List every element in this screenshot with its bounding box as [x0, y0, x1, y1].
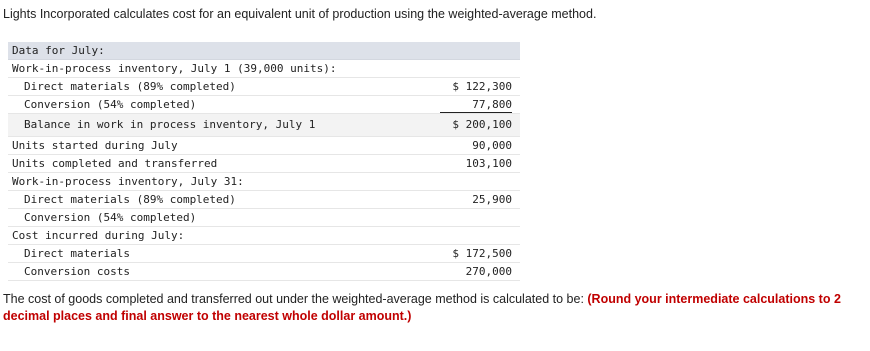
table-row [8, 209, 520, 227]
table-row [8, 173, 520, 191]
table-header: Data for July: [12, 44, 105, 57]
row-label: Balance in work in process inventory, July 1 [24, 118, 316, 131]
table-row [8, 227, 520, 245]
table-row [8, 155, 520, 173]
table-row [8, 60, 520, 78]
table-row-total [8, 114, 520, 137]
table-row [8, 263, 520, 281]
row-label: Direct materials [24, 247, 130, 260]
row-value: $ 172,500 [452, 247, 512, 260]
row-value: 25,900 [472, 193, 512, 206]
row-label: Conversion (54% completed) [24, 211, 197, 224]
question-prompt: The cost of goods completed and transferred out under the weighted-average method is calculated to be: [3, 292, 588, 306]
table-row [8, 191, 520, 209]
row-label: Cost incurred during July: [12, 229, 185, 242]
question-text [3, 291, 863, 325]
table-row [8, 245, 520, 263]
table-row [8, 96, 520, 114]
table-row [8, 137, 520, 155]
row-value: 90,000 [472, 139, 512, 152]
row-label: Units started during July [12, 139, 178, 152]
row-label: Conversion costs [24, 265, 130, 278]
row-value: 103,100 [465, 157, 512, 170]
row-label: Work-in-process inventory, July 1 (39,000 units): [12, 62, 337, 75]
row-label: Direct materials (89% completed) [24, 80, 236, 93]
row-value: 270,000 [465, 265, 512, 278]
data-table [8, 42, 520, 281]
table-header-row [8, 42, 520, 60]
table-row [8, 78, 520, 96]
rounding-note: (Round your intermediate calculations to 2 decimal places and final answer to the nearest whole dollar amount.) [3, 292, 841, 323]
row-value-total: $ 200,100 [452, 118, 512, 131]
row-label: Units completed and transferred [12, 157, 218, 170]
intro-text: Lights Incorporated calculates cost for an equivalent unit of production using the weighted-average method. [3, 7, 597, 21]
row-label: Conversion (54% completed) [24, 98, 197, 111]
row-label: Work-in-process inventory, July 31: [12, 175, 244, 188]
row-value: $ 122,300 [452, 80, 512, 93]
row-value: 77,800 [434, 96, 512, 113]
row-label: Direct materials (89% completed) [24, 193, 236, 206]
